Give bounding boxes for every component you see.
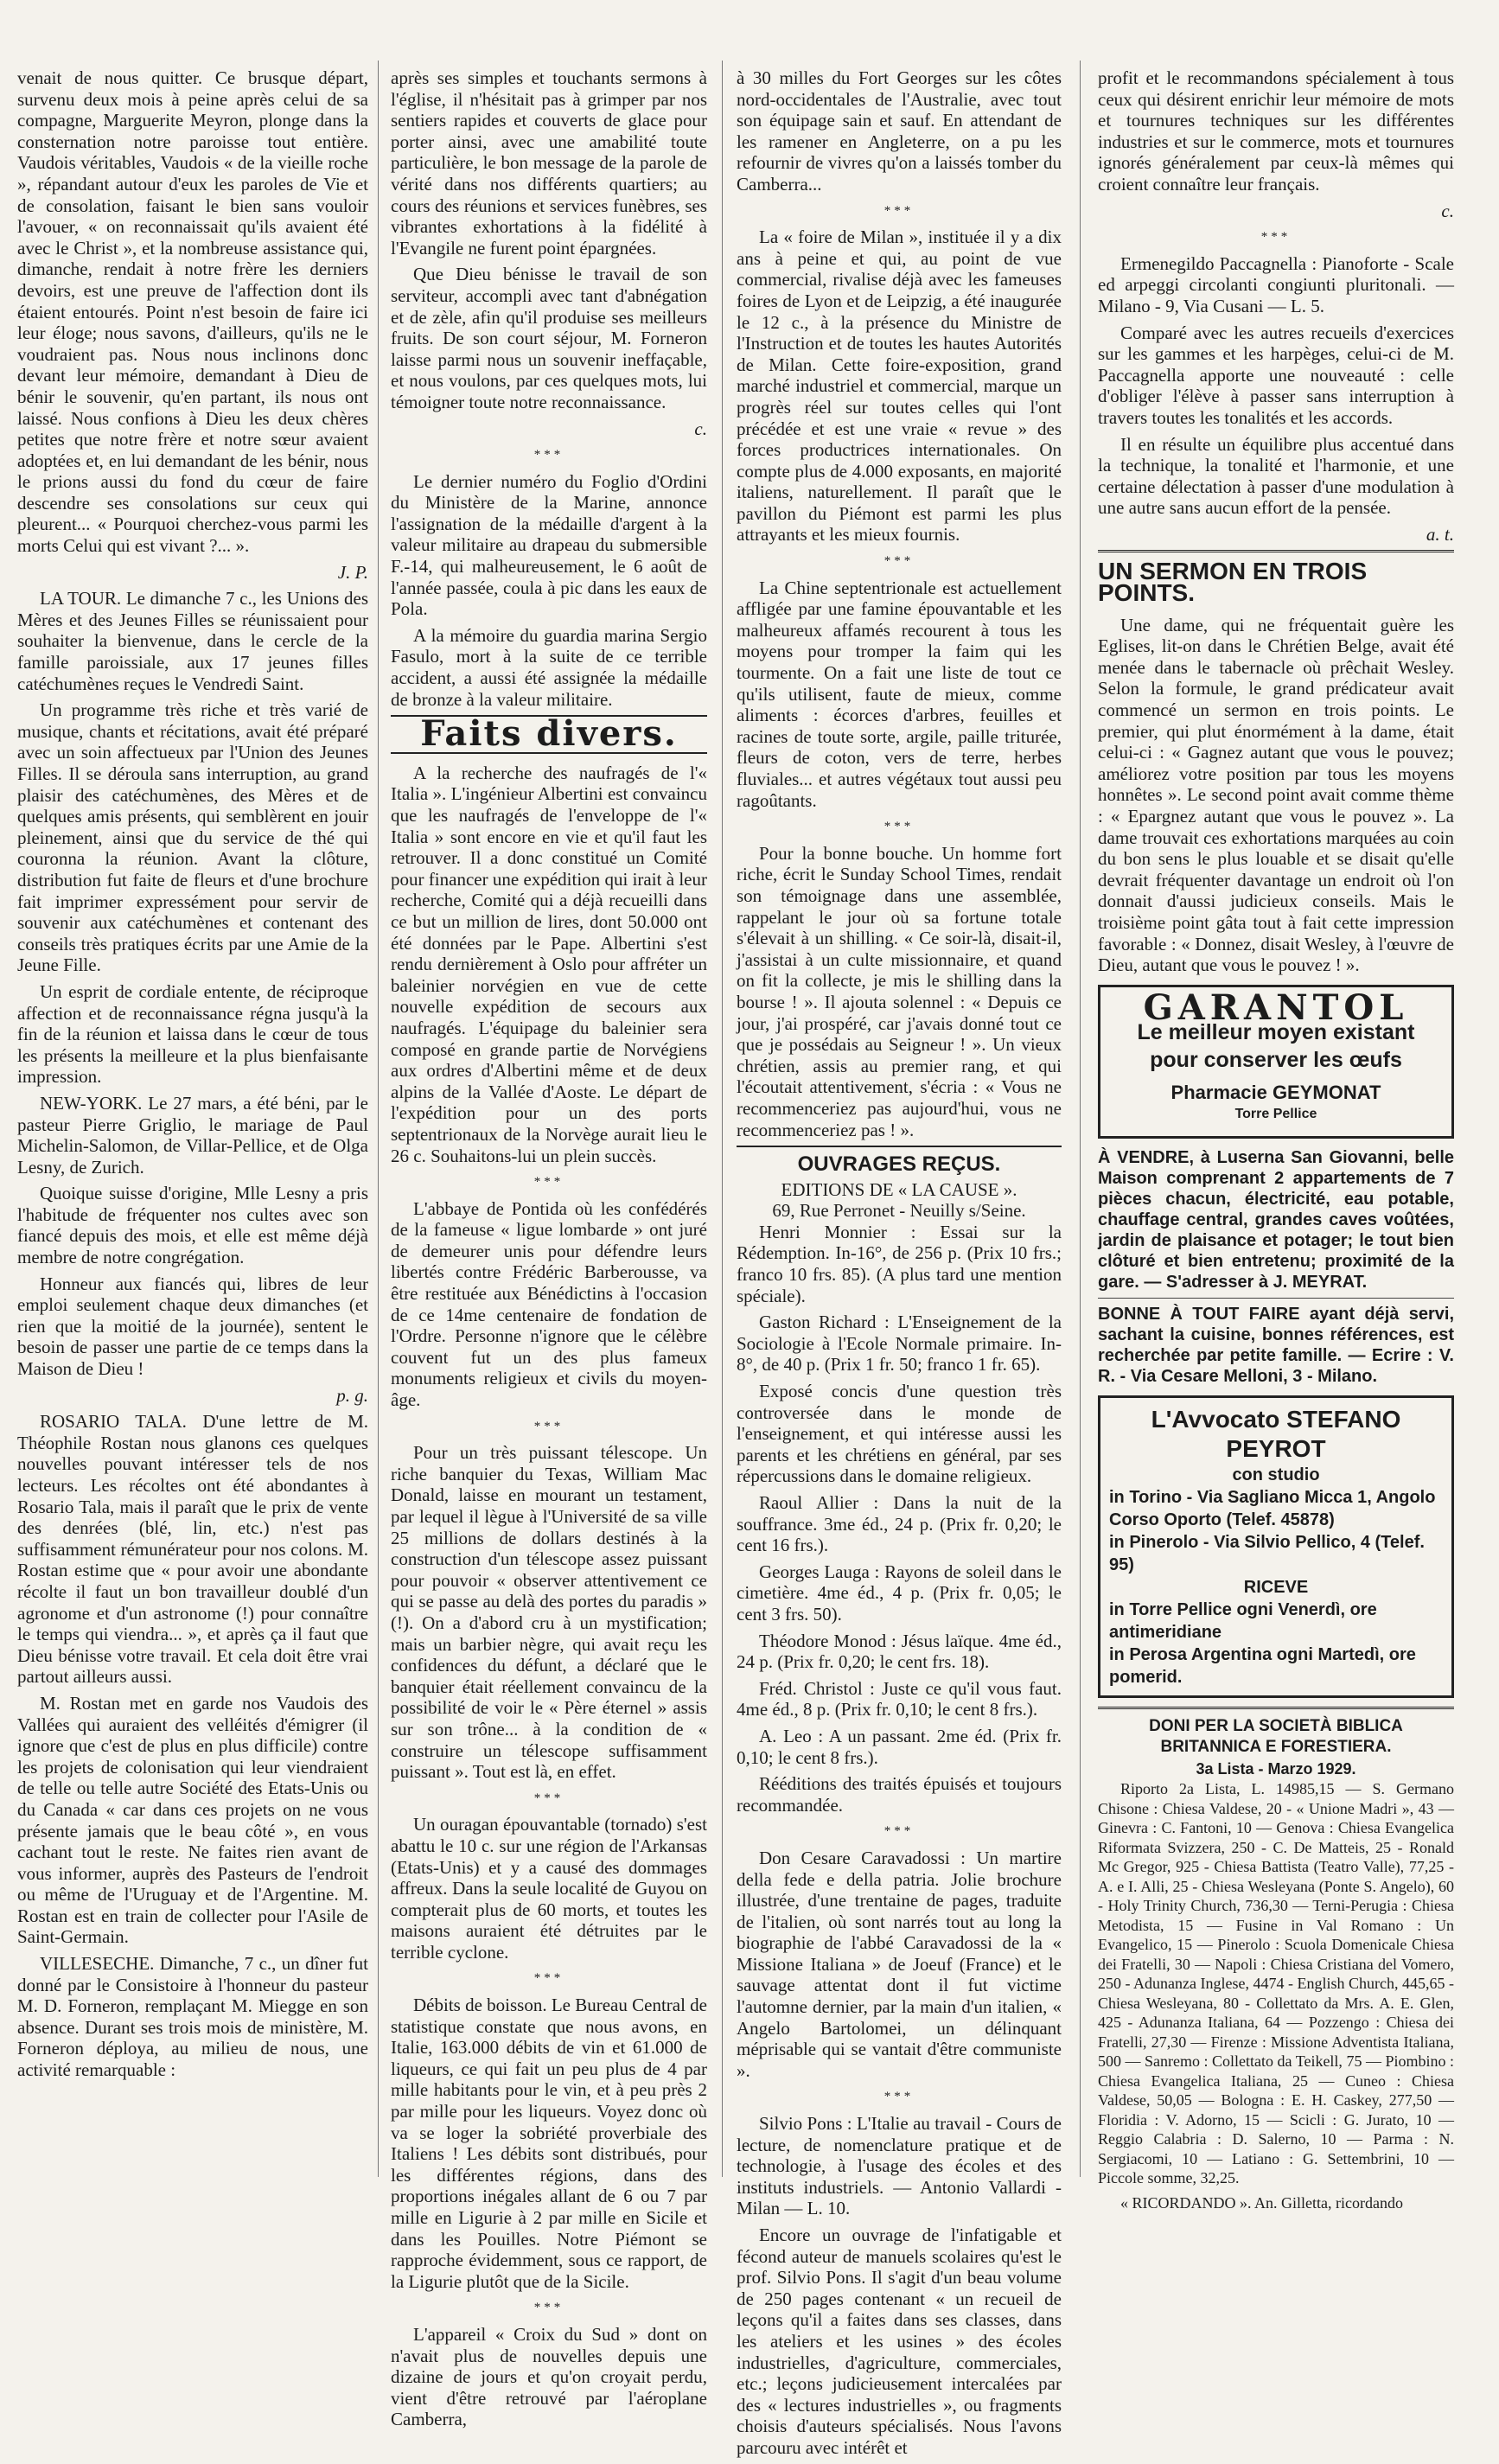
pharmacy-city: Torre Pellice <box>1234 1106 1317 1121</box>
column-rule <box>722 61 723 2177</box>
article-paragraph: VILLESECHE. Dimanche, 7 c., un dîner fut donné par le Consistoire à l'honneur du pasteur M. D. Forneron, remplaçant M. Miegge en son absence. Durant ses trois mois de ministère, M. Forneron déploya, au milieu de nous, une activité remarquable : <box>17 1953 368 2081</box>
signature: J. P. <box>337 561 368 583</box>
article-paragraph: profit et le recommandons spécialement à tous ceux qui désirent enrichir leur mémoire de mots et tournures techniques sur les différentes industries et sur le commerce, mots et tournures ignorés généralement par ceux-là mêmes qui croient connaître leur français. <box>1098 67 1454 195</box>
section-separator: *** <box>883 203 915 218</box>
article-paragraph: Honneur aux fiancés qui, libres de leur emploi seulement chaque deux dimanches (et rien que la moitié de la journée), sentent le besoin de passer une partie de ce temps dans la Maison de Dieu ! <box>17 1273 368 1380</box>
book-entry: Don Cesare Caravadossi : Un martire della fede e della patria. Jolie brochure illustrée, d'une trentaine de pages, traduite de l'italien, où sont narrés tout au long la biographie de l'abbé Caravadossi de la « Missione Italiana » de Joeuf (France) et le sauvage attentat dont il fut victime l'automne dernier, par la main d'un italien, « Angelo Bartolomei, un délinquant méprisable qui se vantait d'être communiste ». <box>737 1847 1062 2081</box>
column-2 <box>391 67 707 2435</box>
article-paragraph: venait de nous quitter. Ce brusque départ, survenu deux mois à peine après celui de sa compagne, Marguerite Meyron, plonge dans la consternation notre paroisse tout entière. Vaudois véritables, Vaudois « de la vieille roche », répandant autour d'eux les paroles de Vie et de consolation, faisant le bien sans vouloir l'avouer, « on reconnaissait qu'ils avaient été avec le Christ », et la nombreuse assistance qui, dimanche, rendait à notre frère les derniers devoirs, est une preuve de l'affection dont ils étaient entourés. Point n'est besoin de faire ici leur éloge; nous savons, d'ailleurs, qu'ils ne le voudraient pas. Nous nous inclinons donc devant leur mémoire, demandant à Dieu de bénir le souvenir, qu'en partant, ils nous ont laissé. Nous confions à Dieu les deux chères petites que notre frère et notre sœur avaient adoptées et, en lui demandant de les bénir, nous le prions aussi du fond du cœur de faire descendre ses consolations sur ceux qui pleurent... « Pourquoi cherchez-vous parmi les morts Celui qui est vivant ?... ». <box>17 67 368 557</box>
article-paragraph: Une dame, qui ne fréquentait guère les Eglises, lit-on dans le Chrétien Belge, avait été menée dans le tabernacle où prêchait Wesley. Selon la formule, le grand prédicateur avait commencé un sermon en trois points. Le premier, qui plut énormément à la dame, était celui-ci : « Gagnez autant que vous le pouvez; améliorez votre position par tous les moyens honnêtes ». Le second point avait comme thème : « Epargnez autant que vous le pouvez ». La dame trouvait ces exhortations marquées au coin du bon sens le plus louable et se disait qu'elle devrait fréquenter davantage un endroit où l'on donnait d'aussi judicieux conseils. Mais le troisième point gâta tout à fait cette impression favorable : « Donnez, disait Wesley, à l'œuvre de Dieu, autant que vous le pouvez ! ». <box>1098 614 1454 976</box>
ouvrages-heading: OUVRAGES REÇUS. <box>737 1146 1062 1178</box>
column-1 <box>17 67 368 2086</box>
riceve-label: RICEVE <box>1243 1577 1309 1597</box>
article-paragraph: La Chine septentrionale est actuellement affligée par une famine épouvantable et les malheureux affamés recourent à tous les moyens pour tromper la faim qui les tourmente. On a fait une liste de tout ce qu'ils utilisent, faute de mieux, comme aliments : écorces d'arbres, feuilles et racines de toute sorte, argile, paille triturée, fleurs de coton, vers de terre, herbes fluviales... et autres végétaux tout aussi peu ragoûtants. <box>737 577 1062 811</box>
article-paragraph: Que Dieu bénisse le travail de son serviteur, accompli avec tant d'abnégation et de zèle, afin qu'il produise ses meilleurs fruits. De son court séjour, M. Forneron laisse parmi nous un souvenir ineffaçable, et nous voulons, par ces quelques mots, lui témoigner toute notre reconnaissance. <box>391 264 707 412</box>
signature: p. g. <box>336 1384 368 1406</box>
section-separator: *** <box>883 1824 915 1839</box>
article-paragraph: Comparé avec les autres recueils d'exercices sur les gammes et les harpèges, celui-ci de M. Paccagnella apporte une nouveauté : celle d'obliger l'élève à passer sans interruption à travers toutes les tonalités et les accords. <box>1098 322 1454 428</box>
section-separator: *** <box>883 820 915 834</box>
lawyer-advertisement <box>1098 1395 1454 1698</box>
section-separator: *** <box>533 1971 565 1986</box>
article-paragraph: Le dernier numéro du Foglio d'Ordini du Ministère de la Marine, annonce l'assignation de la médaille d'argent à la valeur militaire au drapeau du submersible F.-14, qui malheureusement, le 6 août de l'année passée, coula à pic dans les eaux de Pola. <box>391 470 707 620</box>
donations-subheading: 3a Lista - Marzo 1929. <box>1196 1759 1356 1778</box>
classified-ad: À VENDRE, à Luserna San Giovanni, belle Maison comprenant 2 appartements de 7 pièces chacun, électricité, eau potable, chauffage central, grandes caves voûtées, jardin de plaisance et potager; le tout bien clôturé et bien entretenu; proximité de la gare. — S'adresser à J. MEYRAT. <box>1098 1147 1454 1292</box>
article-paragraph: A la recherche des naufragés de l'« Italia ». L'ingénieur Albertini est convaincu que les naufragés de l'enveloppe de l'« Italia » sont encore en vie et qu'il faut les retrouver. Il a donc constitué un Comité pour financer une expédition qui irait à leur recherche, Comité qui a déjà recueilli dans ce but un million de lires, dont 50.000 ont été données par le Pape. Albertini s'est rendu dernièrement à Oslo pour affréter un baleinier norvégien en vue de cette nouvelle expédition de secours aux naufragés. L'équipage du baleinier sera composé en grande partie de Norvégiens aux ordres d'Albertini même et de deux alpins de la Vallée d'Aoste. Le départ de l'expédition pour un des ports septentrionaux de la Norvège aurait lieu le 26 c. Souhaitons-lui un plein succès. <box>391 762 707 1166</box>
article-paragraph: La « foire de Milan », instituée il y a dix ans à peine et qui, au point de vue commercial, rivalise déjà avec les fameuses foires de Lyon et de Leipzig, a été inaugurée le 12 c., à la présence du Ministre de l'Instruction et de toutes les hautes Autorités de Milan. Cette foire-exposition, grand marché industriel et commercial, marque un progrès réel sur toutes celles qui l'ont précédée et est une vraie « revue » des forces productrices internationales. On compte plus de 4.000 exposants, en majorité italiens, naturellement. Il paraît que le pavillon du Piémont est parmi les plus attrayants et les mieux fournis. <box>737 227 1062 546</box>
book-entry: Georges Lauga : Rayons de soleil dans le cimetière. 4me éd., 4 p. (Prix fr. 0,05; le cent 3 frs. 50). <box>737 1561 1062 1625</box>
column-3 <box>737 67 1062 2464</box>
classified-ad: BONNE À TOUT FAIRE ayant déjà servi, sachant la cuisine, bonnes références, est recherchée par petite famille. — Ecrire : V. R. - Via Cesare Melloni, 3 - Milano. <box>1098 1298 1454 1387</box>
ad-line: pour conserver les œufs <box>1150 1048 1402 1073</box>
column-rule <box>378 61 379 2177</box>
book-entry: Silvio Pons : L'Italie au travail - Cours de lecture, de nomenclature pratique et de technologie, à l'usage des écoles et des instituts industriels. — Antonio Vallardi - Milan — L. 10. <box>737 2113 1062 2219</box>
signature: c. <box>694 418 707 439</box>
publisher-name: EDITIONS DE « LA CAUSE ». <box>781 1178 1017 1200</box>
publisher-address: 69, Rue Perronet - Neuilly s/Seine. <box>772 1200 1026 1222</box>
article-paragraph: Un ouragan épouvantable (tornado) s'est abattu le 10 c. sur une région de l'Arkansas (Etats-Unis) et y a causé des dommages affreux. Dans la seule localité de Guyou on compterait plus de 60 morts, et toutes les maisons auraient été détruites par le terrible cyclone. <box>391 1814 707 1963</box>
donations-heading: DONI PER LA SOCIETÀ BIBLICA BRITANNICA E FORESTIERA. <box>1098 1707 1454 1759</box>
section-separator: *** <box>533 1791 565 1805</box>
book-entry: A. Leo : A un passant. 2me éd. (Prix fr. 0,10; le cent 8 frs.). <box>737 1725 1062 1768</box>
article-paragraph: Il en résulte un équilibre plus accentué dans la technique, la tonalité et l'harmonie, et une certaine délectation à passer d'une modulation à une autre sans aucun effort de la pensée. <box>1098 433 1454 519</box>
section-separator: *** <box>533 448 565 463</box>
article-paragraph: ROSARIO TALA. D'une lettre de M. Théophile Rostan nous glanons ces quelques nouvelles pouvant intéresser tels de nos lecteurs. Les récoltes ont été abondantes à Rosario Tala, mais il paraît que le prix de vente des denrées (blé, lin, etc.) n'est pas suffisamment rémunérateur pour nos colons. M. Rostan estime que « pour avoir une abondante récolte il faut un bon travailleur doublé d'un agronome et d'un astronome (!) pour connaître le temps qui viendra... », et après ça il faut que Dieu bénisse votre travail. Et cela doit être vrai partout ailleurs aussi. <box>17 1411 368 1688</box>
article-paragraph: LA TOUR. Le dimanche 7 c., les Unions des Mères et des Jeunes Filles se réunissaient pour souhaiter la bienvenue, dans le cercle de la famille paroissiale, aux 17 jeunes filles catéchumènes reçues le Vendredi Saint. <box>17 588 368 694</box>
article-paragraph: après ses simples et touchants sermons à l'église, il n'hésitait pas à grimper par nos sentiers rapides et couverts de glace pour porter ainsi, avec une amabilité toute particulière, le bon message de la parole de vérité dans nos différents quartiers; au cours des réunions et services funèbres, ses vibrantes exhortations à la fidélité à l'Evangile ne furent point épargnées. <box>391 67 707 259</box>
book-entry: Gaston Richard : L'Enseignement de la Sociologie à l'Ecole Normale primaire. In-8°, de 40 p. (Prix 1 fr. 50; franco 1 fr. 65). <box>737 1312 1062 1376</box>
article-paragraph: A la mémoire du guardia marina Sergio Fasulo, mort à la suite de ce terrible accident, a aussi été assignée la médaille de bronze à la valeur militaire. <box>391 624 707 710</box>
sermon-heading: UN SERMON EN TROIS POINTS. <box>1098 550 1454 607</box>
article-paragraph: Pour la bonne bouche. Un homme fort riche, écrit le Sunday School Times, rendait son témoignage dans une assemblée, rappelant le jour où sa fortune totale s'élevait à un shilling. « Ce soir-là, disait-il, j'assistai à un culte missionnaire, et quand on fit la collecte, je mis le shilling dans la bourse ! ». Il ajouta solennel : « Depuis ce jour, j'ai prospéré, car j'avais donné tout ce que je possédais au Seigneur ! ». Un vieux chrétien, assis au premier rang, et qui l'écoutait attentivement, s'écria : « Vous ne recommenceriez pas aujourd'hui, vous ne recommenceriez pas ! ». <box>737 842 1062 1140</box>
lawyer-sub: con studio <box>1232 1465 1320 1484</box>
signature: a. t. <box>1426 523 1454 545</box>
article-paragraph: Un programme très riche et très varié de musique, chants et récitations, avait été préparé avec un soin affectueux par l'Union des Jeunes Filles. Il se déroula sans interruption, au grand plaisir des catéchumènes, des Mères et de quelques amis présents, qui semblèrent en jouir pleinement, ainsi que du service de thé qui couronna la réunion. Avant la clôture, distribution fut faite de fleurs et d'une brochure fait imprimer expressément pour servir de souvenir aux catéchumènes et contenant des conseils très pratiques écrits par une Amie de la Jeune Fille. <box>17 699 368 976</box>
article-paragraph: NEW-YORK. Le 27 mars, a été béni, par le pasteur Pierre Griglio, le mariage de Paul Michelin-Salomon, de Villar-Pellice, et de Olga Lesny, de Zurich. <box>17 1092 368 1178</box>
book-entry: Encore un ouvrage de l'infatigable et fécond auteur de manuels scolaires qu'est le prof. Silvio Pons. Il s'agit d'un beau volume de 250 pages contenant « un recueil de leçons qu'il a faites dans ses classes, dans les ateliers et les usines » des écoles industrielles, d'agriculture, commerciales, etc.; leçons judicieusement intercalées par des « lectures industrielles », ou fragments choisis d'auteurs spécialisés. Nous l'avons parcouru avec intérêt et <box>737 2225 1062 2458</box>
column-rule <box>1080 61 1081 2177</box>
ad-line: Le meilleur moyen existant <box>1137 1020 1415 1045</box>
section-separator: *** <box>883 2090 915 2104</box>
section-separator: *** <box>883 554 915 569</box>
article-paragraph: Débits de boisson. Le Bureau Central de statistique constate que nous avons, en Italie, 163.000 débits de vin et 61.000 de liqueurs, ce qui fait un peu plus de 4 par mille habitants pour le vin, et à peu près 2 par mille pour les liqueurs. Voyez donc où va se loger la sobriété proverbiale des Italiens ! Les débits sont distribués, pour les différentes régions, dans des proportions inégales allant de 6 ou 7 par mille en Ligurie à 2 par mille en Sicile et dans les Pouilles. Notre Piémont se rapproche évidemment, sous ce rapport, de la Ligurie plutôt que de la Sicile. <box>391 1995 707 2292</box>
section-separator: *** <box>1260 230 1292 245</box>
column-4 <box>1098 67 1454 2218</box>
lawyer-name: L'Avvocato STEFANO PEYROT <box>1151 1405 1401 1462</box>
office-line: in Perosa Argentina ogni Martedì, ore pomerid. <box>1109 1644 1416 1687</box>
office-line: in Pinerolo - Via Silvio Pellico, 4 (Telef. 95) <box>1109 1532 1425 1574</box>
pharmacy-name: Pharmacie GEYMONAT <box>1170 1082 1381 1104</box>
office-line: in Torino - Via Sagliano Micca 1, Angolo Corso Oporto (Telef. 45878) <box>1109 1487 1436 1529</box>
faits-divers-heading: Faits divers. <box>391 715 707 754</box>
book-entry: Théodore Monod : Jésus laïque. 4me éd., 24 p. (Prix fr. 0,20; le cent frs. 18). <box>737 1630 1062 1673</box>
article-paragraph: Quoique suisse d'origine, Mlle Lesny a pris l'habitude de fréquenter nos cultes avec son fiancé depuis des mois, et elle est même déjà membre de notre congrégation. <box>17 1183 368 1268</box>
section-separator: *** <box>533 1175 565 1190</box>
book-entry: Fréd. Christol : Juste ce qu'il vous faut. 4me éd., 8 p. (Prix fr. 0,10; le cent 8 frs.). <box>737 1677 1062 1720</box>
article-paragraph: Un esprit de cordiale entente, de réciproque affection et de reconnaissance régna jusqu'à la fin de la réunion et laissa dans le cœur de tous les présents la meilleure et la plus bienfaisante impression. <box>17 980 368 1088</box>
article-paragraph: M. Rostan met en garde nos Vaudois des Vallées qui auraient des velléités d'émigrer (il ignore que c'est de plus en plus difficile) contre les projets de colonisation qui leur viendraient de telle ou telle autre Société des Etats-Unis ou du Canada « car dans ces projets on ne vous présente jamais que le beau côté », en vous cachant tout le reste. Ne faites rien avant de vous informer, auprès des Pasteurs de l'endroit ou même de l'Uruguay et de l'Argentine. M. Rostan est en train de collecter pour l'Asile de Saint-Germain. <box>17 1692 368 1948</box>
article-paragraph: Pour un très puissant télescope. Un riche banquier du Texas, William Mac Donald, laisse en mourant un testament, par lequel il lègue à l'Université de sa ville 25 millions de dollars destinés à la construction d'un télescope assez puissant pour pouvoir « observer attentivement ce qui se passe au delà des portes du paradis » (!). On a d'abord cru à un mystification; mais un barbier nègre, qui avait reçu les confidences du défunt, a déclaré que le banquier était réellement convaincu de la possibilité de voir le « Père éternel » assis sur son trône... à la condition de « construire un télescope suffisamment puissant ». Tout est là, en effet. <box>391 1442 707 1783</box>
book-entry: Exposé concis d'une question très controversée dans le monde de l'enseignement, et qui intéresse aussi les parents et les chrétiens en général, par ses répercussions dans le domaine religieux. <box>737 1381 1062 1487</box>
office-line: in Torre Pellice ogni Venerdì, ore antimeridiane <box>1109 1599 1377 1642</box>
article-paragraph: à 30 milles du Fort Georges sur les côtes nord-occidentales de l'Australie, avec tout son équipage sain et sauf. En attendant de les ramener en Angleterre, on a pu les refournir de vivres qu'on a laissés tomber du Camberra... <box>737 67 1062 195</box>
book-entry: Raoul Allier : Dans la nuit de la souffrance. 3me éd., 24 p. (Prix fr. 0,20; le cent 16 frs.). <box>737 1492 1062 1556</box>
article-paragraph: L'appareil « Croix du Sud » dont on n'avait plus de nouvelles depuis une dizaine de jours et qu'on croyait perdu, vient d'être retrouvé par l'aéroplane Camberra, <box>391 2323 707 2430</box>
section-separator: *** <box>533 1419 565 1433</box>
donations-list: Riporto 2a Lista, L. 14985,15 — S. Germano Chisone : Chiesa Valdese, 20 - « Unione Madri », 43 — Ginevra : C. Fantoni, 10 — Genova : Chiesa Evangelica Riformata Svizzera, 250 - C. De Matteis, 25 - Ronald Mc Gregor, 925 - Chiesa Battista (Teatro Valle), 77,25 - A. e I. Alli, 25 - Chiesa Wesleyana (Ponte S. Angelo), 60 - Holy Trinity Church, 736,30 — Terni-Perugia : Chiesa Metodista, 15 — Fusine in Val Romano : Un Evangelico, 15 — Pinerolo : Scuola Domenicale Chiesa dei Fratelli, 30 — Napoli : Chiesa Cristiana del Vomero, 250 - Adunanza Inglese, 4474 - English Church, 445,65 - Chiesa Wesleyana, 80 - Collettato da Mrs. A. E. Glen, 425 - Adunanza Italiana, 64 — Pozzengo : Chiesa dei Fratelli, 27,30 — Firenze : Missione Adventista Italiana, 500 — Sanremo : Collettato da Teikell, 75 — Piombino : Chiesa Evangelica Italiana, 25 — Cuneo : Chiesa Valdese, 50,05 — Bologna : E. H. Caskey, 277,50 — Floridia : V. Adorno, 15 — Scicli : G. Jurato, 10 — Reggio Calabria : D. Salerno, 10 — Parma : N. Sergiacomi, 10 — Latiano : G. Settembrini, 10 — Piccole somme, 32,25. <box>1098 1780 1454 2187</box>
section-separator: *** <box>533 2301 565 2315</box>
book-entry: Rééditions des traités épuisés et toujours recommandée. <box>737 1773 1062 1816</box>
garantol-logo: GARANTOL <box>1143 986 1409 1028</box>
article-paragraph: L'abbaye de Pontida où les confédérés de la fameuse « ligue lombarde » ont juré de demeurer unis pour défendre leurs libertés contre Frédéric Barberousse, va être restituée aux Bénédictins à l'occasion de ce 14me centenaire de fondation de l'Ordre. Personne n'ignore que le célèbre couvent fut un des plus fameux monuments religieux et civils du moyen-âge. <box>391 1197 707 1411</box>
book-entry: Ermenegildo Paccagnella : Pianoforte - Scale ed arpeggi circolanti congiunti pluritonali. — Milano - 9, Via Cusani — L. 5. <box>1098 252 1454 316</box>
signature: c. <box>1441 200 1454 221</box>
garantol-advertisement <box>1098 985 1454 1139</box>
donations-last: « RICORDANDO ». An. Gilletta, ricordando <box>1120 2193 1403 2212</box>
book-entry: Henri Monnier : Essai sur la Rédemption. In-16°, de 256 p. (Prix 10 frs.; franco 10 frs. 85). (A plus tard une mention spéciale). <box>737 1221 1062 1306</box>
